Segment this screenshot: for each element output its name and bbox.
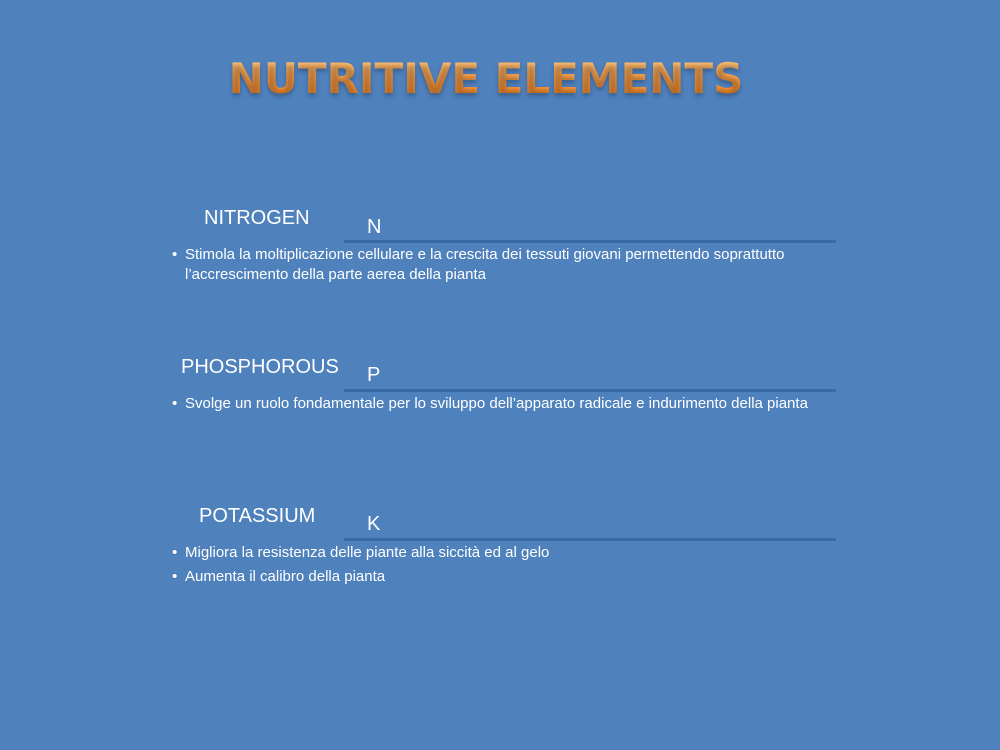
- element-symbol: P: [367, 364, 381, 386]
- bullet-text: Stimola la moltiplicazione cellulare e la crescita dei tessuti giovani permettendo soprattutto l’accrescimento della parte aerea della pianta: [185, 246, 785, 283]
- bullet-text: Migliora la resistenza delle piante alla siccità ed al gelo: [185, 544, 550, 561]
- element-name: NITROGEN: [204, 207, 310, 229]
- slide-title: NUTRITIVE ELEMENTS: [0, 54, 972, 103]
- element-name: PHOSPHOROUS: [181, 356, 339, 378]
- bullet-list: [172, 394, 842, 418]
- divider: [344, 389, 836, 392]
- list-item: • Migliora la resistenza delle piante alla siccità ed al gelo: [172, 544, 550, 561]
- list-item: • Aumenta il calibro della pianta: [172, 568, 386, 585]
- element-symbol: N: [367, 216, 382, 238]
- element-symbol: K: [367, 513, 381, 535]
- bullet-list: [172, 245, 842, 289]
- list-item: • Stimola la moltiplicazione cellulare e la crescita dei tessuti giovani permettendo soprattutto l’accrescimento della parte aerea della pianta: [172, 246, 785, 283]
- bullet-list: [172, 543, 842, 591]
- bullet-text: Svolge un ruolo fondamentale per lo sviluppo dell’apparato radicale e indurimento della pianta: [185, 395, 808, 412]
- list-item: • Svolge un ruolo fondamentale per lo sviluppo dell’apparato radicale e indurimento della pianta: [172, 395, 808, 412]
- bullet-text: Aumenta il calibro della pianta: [185, 568, 386, 585]
- divider: [344, 538, 836, 541]
- divider: [344, 240, 836, 243]
- element-name: POTASSIUM: [199, 505, 316, 527]
